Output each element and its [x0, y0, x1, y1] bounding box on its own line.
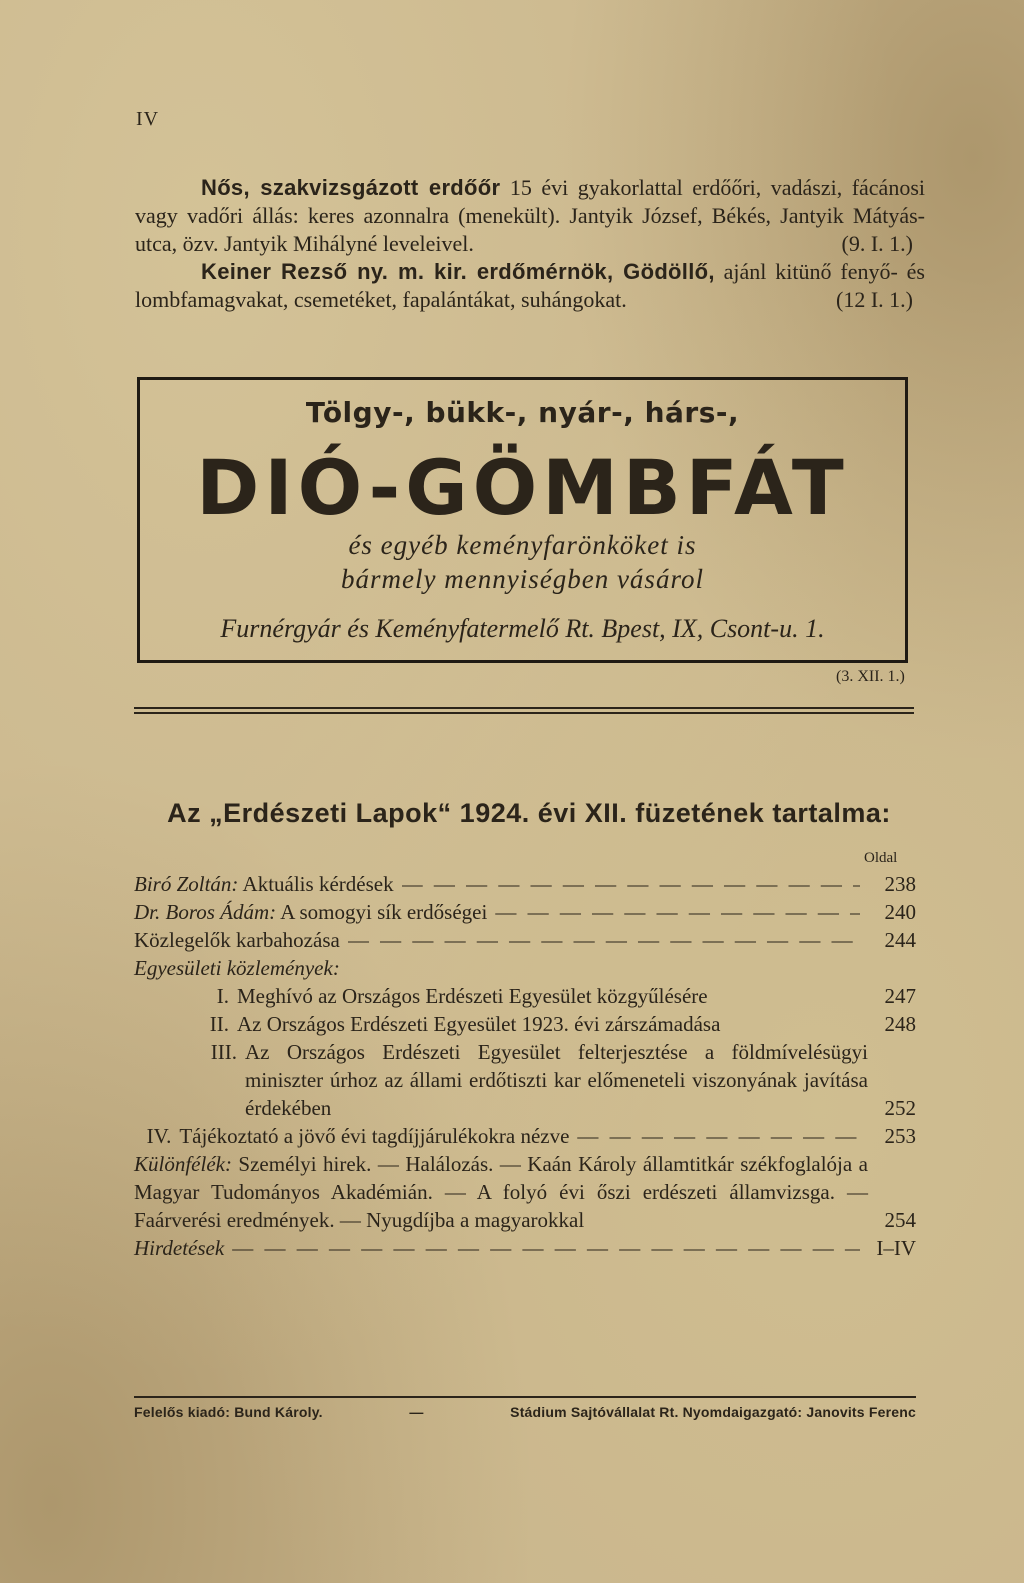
advertisement-box	[137, 377, 908, 663]
toc-leader	[495, 898, 860, 926]
toc-leader	[348, 926, 860, 954]
ad-reference: (3. XII. 1.)	[836, 668, 905, 685]
toc-entry-text	[134, 1150, 868, 1234]
toc-entry	[134, 926, 916, 954]
toc-number: II.	[209, 1012, 229, 1036]
toc-title: Az Országos Erdészeti Egyesület 1923. évi zárszámadása	[237, 1012, 721, 1036]
footer-dash: —	[409, 1404, 424, 1420]
page-column-header: Oldal	[864, 850, 898, 866]
toc-number: IV.	[146, 1124, 172, 1148]
toc-title: Aktuális kérdések	[238, 872, 394, 896]
toc-entry	[134, 1038, 916, 1122]
toc-title: A somogyi sík erdőségei	[276, 900, 488, 924]
ad-company: Furnérgyár és Keményfatermelő Rt. Bpest, IX, Csont-u. 1.	[220, 614, 825, 643]
toc-page: 254	[884, 1208, 916, 1232]
classified-ad-1-text: 15 évi gyakorlattal erdőőri, vadászi, fácánosi vagy vadőri állás: keres azonnalra (menekült). Jantyik József, Békés, Jantyik Mátyás-utca, özv. Jantyik Mihályné leveleivel.	[135, 175, 925, 256]
toc-page: 248	[884, 1012, 916, 1036]
divider-line	[134, 712, 914, 714]
toc-title: Személyi hirek. — Halálozás. — Kaán Károly államtitkár székfoglalója a Magyar Tudományos Akadémián. — A folyó évi őszi erdészeti államvizsga. — Faárverési eredmények. — Nyugdíjba a magyarokkal	[134, 1152, 868, 1232]
toc-entry	[134, 1234, 916, 1262]
toc-leader	[577, 1122, 860, 1150]
toc-page: 247	[884, 984, 916, 1008]
toc-title: Közlegelők karbahozása	[134, 928, 340, 952]
toc-author: Dr. Boros Ádám:	[134, 900, 277, 924]
toc-section-heading	[134, 954, 916, 982]
table-of-contents	[134, 870, 916, 1262]
ad-text-line-1: és egyéb keményfarönköket is	[348, 530, 697, 560]
toc-leader	[232, 1234, 860, 1262]
page-number: IV	[136, 108, 160, 130]
classified-ad-2	[135, 258, 925, 314]
classified-ad-1-lead: Nős, szakvizsgázott erdőőr	[201, 175, 501, 200]
divider-line	[134, 707, 914, 709]
toc-entry	[134, 1122, 916, 1150]
imprint-footer	[134, 1396, 916, 1420]
publisher-credit: Felelős kiadó: Bund Károly.	[134, 1404, 323, 1420]
toc-page: 240	[884, 900, 916, 924]
toc-author: Biró Zoltán:	[134, 872, 239, 896]
toc-title: Tájékoztató a jövő évi tagdíjjárulékokra nézve	[179, 1124, 570, 1148]
toc-author: Különfélék:	[134, 1152, 232, 1176]
toc-entry	[134, 870, 916, 898]
toc-section-title: Egyesületi közlemények:	[134, 956, 340, 980]
toc-title: Meghívó az Országos Erdészeti Egyesület közgyűlésére	[237, 984, 708, 1008]
toc-entry	[134, 898, 916, 926]
toc-number: I.	[216, 984, 229, 1008]
toc-page: 253	[884, 1124, 916, 1148]
classified-ad-2-ref: (12 I. 1.)	[836, 287, 913, 312]
toc-entry	[134, 1010, 916, 1038]
classified-ad-1-ref: (9. I. 1.)	[841, 231, 913, 256]
toc-title: Az Országos Erdészeti Egyesület felterjesztése a földmívelésügyi miniszter úrhoz az állami erdőtiszti kar előmeneteli viszonyának javítása érdekében	[245, 1040, 868, 1120]
toc-page: 244	[884, 928, 916, 952]
classified-ad-2-text: ajánl kitünő fenyő- és lombfamagvakat, csemetéket, fapalántákat, suhángokat.	[135, 259, 925, 312]
classified-ad-1	[135, 174, 925, 258]
contents-title: Az „Erdészeti Lapok“ 1924. évi XII. füzetének tartalma:	[167, 798, 891, 828]
classified-ads	[135, 174, 925, 314]
toc-title: Hirdetések	[134, 1236, 225, 1260]
ad-woods-line: Tölgy-, bükk-, nyár-, hárs-,	[305, 396, 740, 429]
toc-page: I–IV	[876, 1236, 916, 1260]
ad-text-line-2: bármely mennyiségben vásárol	[341, 564, 704, 594]
toc-leader	[402, 870, 860, 898]
printer-credit: Stádium Sajtóvállalat Rt. Nyomdaigazgató: Janovits Ferenc	[510, 1404, 916, 1420]
toc-entry	[134, 982, 916, 1010]
toc-number: III.	[210, 1040, 237, 1064]
ad-headline: DIÓ-GÖMBFÁT	[196, 443, 849, 532]
classified-ad-2-lead: Keiner Rezső ny. m. kir. erdőmérnök, Gödöllő,	[201, 259, 715, 284]
toc-page: 252	[884, 1096, 916, 1120]
toc-page: 238	[884, 872, 916, 896]
toc-entry	[134, 1150, 916, 1234]
